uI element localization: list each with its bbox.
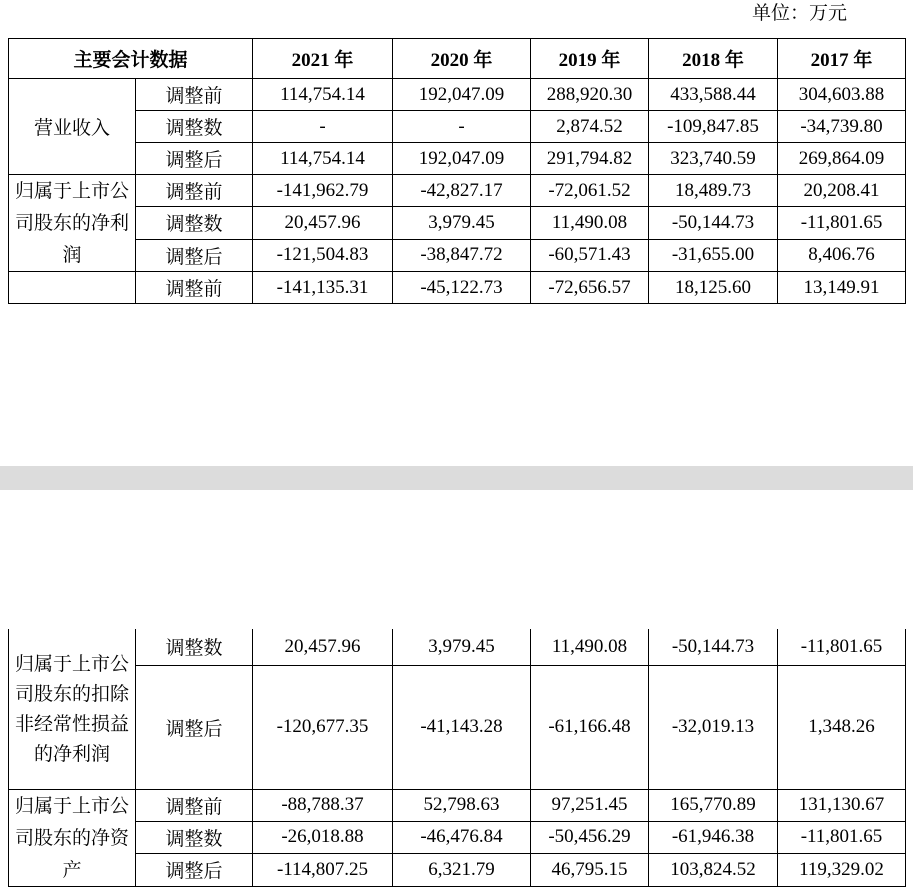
- cell-value: -34,739.80: [778, 111, 906, 143]
- row-sub-label: 调整后: [136, 854, 253, 886]
- cell-value: 20,457.96: [253, 207, 393, 239]
- cell-value: 8,406.76: [778, 239, 906, 271]
- cell-value: 20,457.96: [253, 629, 393, 665]
- cell-value: -114,807.25: [253, 854, 393, 886]
- cell-value: 192,047.09: [393, 143, 531, 175]
- row-sub-label: 调整前: [136, 79, 253, 111]
- cell-value: -72,061.52: [531, 175, 649, 207]
- cell-value: -72,656.57: [531, 272, 649, 304]
- accounting-data-table-bottom: [8, 629, 906, 887]
- table-row: [9, 79, 906, 111]
- cell-value: 304,603.88: [778, 79, 906, 111]
- table-row: [9, 821, 906, 853]
- cell-value: 192,047.09: [393, 79, 531, 111]
- row-sub-label: 调整数: [136, 207, 253, 239]
- cell-value: -31,655.00: [649, 239, 778, 271]
- cell-value: 433,588.44: [649, 79, 778, 111]
- table-row: [9, 111, 906, 143]
- cell-value: -50,456.29: [531, 821, 649, 853]
- row-sub-label: 调整数: [136, 821, 253, 853]
- table-row: [9, 143, 906, 175]
- cell-value: 291,794.82: [531, 143, 649, 175]
- cell-value: 18,125.60: [649, 272, 778, 304]
- page-break-band: [0, 466, 913, 490]
- header-row: [9, 39, 906, 79]
- cell-value: -50,144.73: [649, 629, 778, 665]
- cell-value: -61,946.38: [649, 821, 778, 853]
- row-group-label: 归属于上市公司股东的净利润: [9, 175, 136, 272]
- row-sub-label: 调整数: [136, 111, 253, 143]
- cell-value: -42,827.17: [393, 175, 531, 207]
- cell-value: 114,754.14: [253, 143, 393, 175]
- table-row: [9, 272, 906, 304]
- cell-value: -141,135.31: [253, 272, 393, 304]
- table-row: [9, 175, 906, 207]
- cell-value: 6,321.79: [393, 854, 531, 886]
- row-sub-label: 调整前: [136, 272, 253, 304]
- header-year-2020: 2020 年: [393, 39, 531, 79]
- cell-value: 288,920.30: [531, 79, 649, 111]
- cell-value: -11,801.65: [778, 821, 906, 853]
- cell-value: 11,490.08: [531, 207, 649, 239]
- cell-value: -121,504.83: [253, 239, 393, 271]
- cell-value: 323,740.59: [649, 143, 778, 175]
- header-year-2021: 2021 年: [253, 39, 393, 79]
- cell-value: -41,143.28: [393, 665, 531, 789]
- header-main-data: 主要会计数据: [9, 39, 253, 79]
- cell-value: 103,824.52: [649, 854, 778, 886]
- cell-value: 46,795.15: [531, 854, 649, 886]
- table-row: [9, 629, 906, 665]
- cell-value: 97,251.45: [531, 789, 649, 821]
- cell-value: -11,801.65: [778, 207, 906, 239]
- cell-value: 269,864.09: [778, 143, 906, 175]
- cell-value: -120,677.35: [253, 665, 393, 789]
- cell-value: 119,329.02: [778, 854, 906, 886]
- cell-value: 52,798.63: [393, 789, 531, 821]
- cell-value: -61,166.48: [531, 665, 649, 789]
- cell-value: 18,489.73: [649, 175, 778, 207]
- cell-value: 11,490.08: [531, 629, 649, 665]
- cell-value: -60,571.43: [531, 239, 649, 271]
- cell-value: 20,208.41: [778, 175, 906, 207]
- cell-value: -: [253, 111, 393, 143]
- table-row: [9, 239, 906, 271]
- unit-label: 单位：万元: [752, 2, 848, 24]
- cell-value: -: [393, 111, 531, 143]
- cell-value: -45,122.73: [393, 272, 531, 304]
- cell-value: 1,348.26: [778, 665, 906, 789]
- table-row: [9, 854, 906, 886]
- table-row: [9, 665, 906, 789]
- cell-value: -11,801.65: [778, 629, 906, 665]
- row-group-label: 归属于上市公司股东的扣除非经常性损益的净利润: [9, 629, 136, 789]
- cell-value: 131,130.67: [778, 789, 906, 821]
- cell-value: -109,847.85: [649, 111, 778, 143]
- cell-value: -32,019.13: [649, 665, 778, 789]
- row-group-label: [9, 272, 136, 304]
- cell-value: 3,979.45: [393, 629, 531, 665]
- cell-value: 13,149.91: [778, 272, 906, 304]
- table-row: [9, 789, 906, 821]
- row-sub-label: 调整后: [136, 143, 253, 175]
- cell-value: -141,962.79: [253, 175, 393, 207]
- row-sub-label: 调整后: [136, 239, 253, 271]
- row-sub-label: 调整数: [136, 629, 253, 665]
- header-year-2018: 2018 年: [649, 39, 778, 79]
- cell-value: 165,770.89: [649, 789, 778, 821]
- row-group-label: 营业收入: [9, 79, 136, 175]
- row-sub-label: 调整前: [136, 789, 253, 821]
- row-sub-label: 调整后: [136, 665, 253, 789]
- cell-value: -38,847.72: [393, 239, 531, 271]
- accounting-data-table-top: [8, 38, 906, 304]
- cell-value: 3,979.45: [393, 207, 531, 239]
- table-row: [9, 207, 906, 239]
- row-sub-label: 调整前: [136, 175, 253, 207]
- cell-value: -50,144.73: [649, 207, 778, 239]
- header-year-2017: 2017 年: [778, 39, 906, 79]
- cell-value: -88,788.37: [253, 789, 393, 821]
- cell-value: 114,754.14: [253, 79, 393, 111]
- header-year-2019: 2019 年: [531, 39, 649, 79]
- row-group-label: 归属于上市公司股东的净资产: [9, 789, 136, 886]
- cell-value: -46,476.84: [393, 821, 531, 853]
- cell-value: 2,874.52: [531, 111, 649, 143]
- cell-value: -26,018.88: [253, 821, 393, 853]
